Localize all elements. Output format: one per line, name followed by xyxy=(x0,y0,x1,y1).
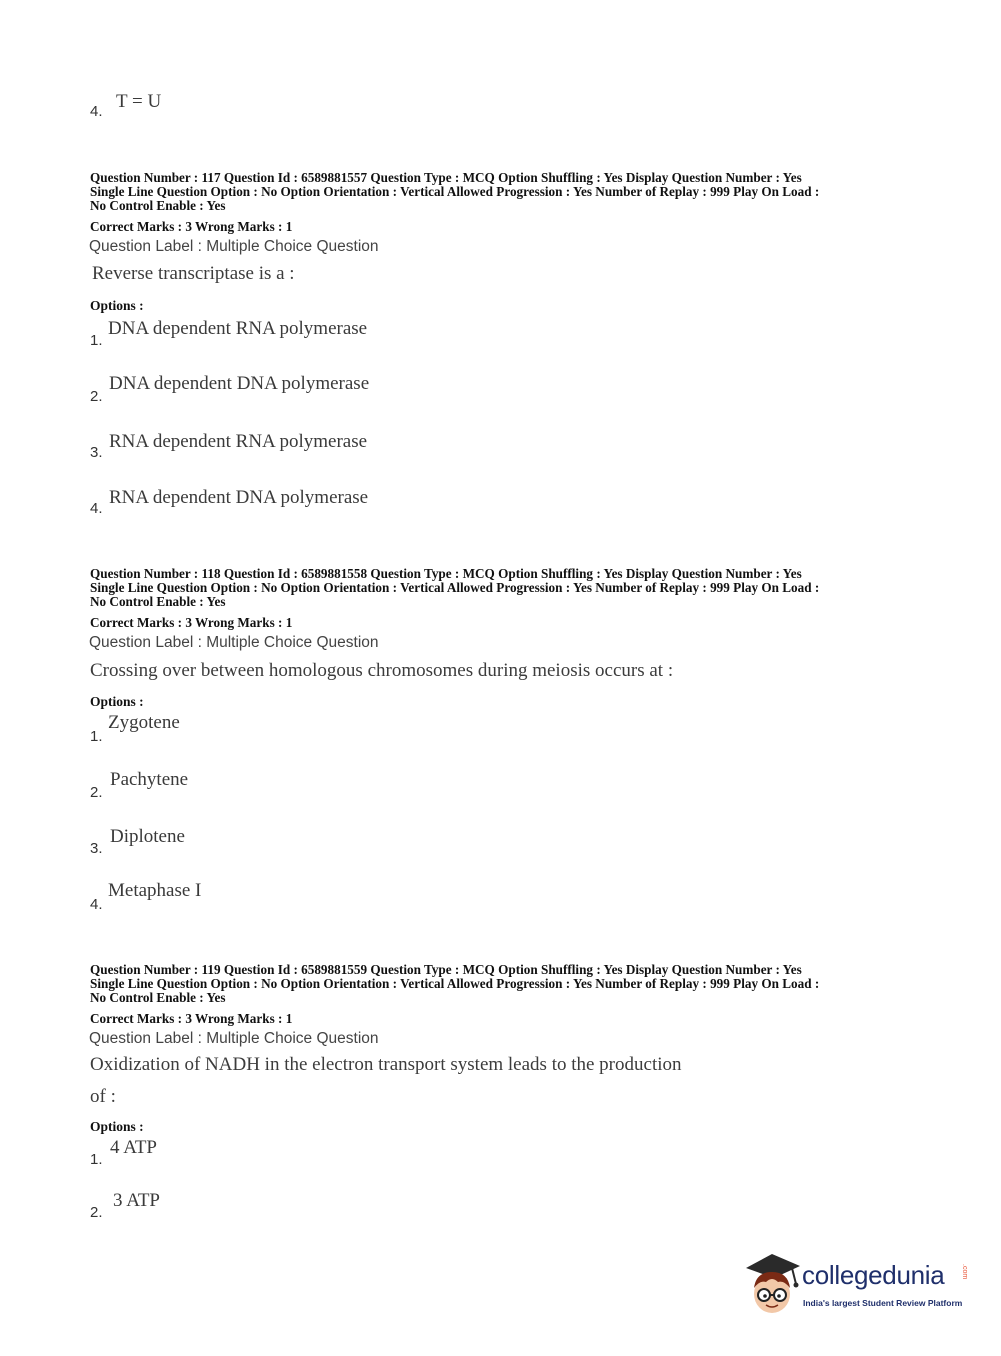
option-text: Pachytene xyxy=(110,769,189,790)
option-text: Metaphase I xyxy=(108,880,202,901)
question-meta-line: No Control Enable : Yes xyxy=(90,990,226,1005)
option-text: DNA dependent RNA polymerase xyxy=(108,318,368,339)
options-heading: Options : xyxy=(90,694,144,709)
question-meta-line: Single Line Question Option : No Option Orientation : Vertical Allowed Progression : Yes Number of Replay : 999 Play On Load : xyxy=(90,976,820,991)
option-number: 4. xyxy=(90,896,103,913)
options-heading: Options : xyxy=(90,298,144,313)
option-text: RNA dependent DNA polymerase xyxy=(109,487,369,508)
question-meta-line: Question Number : 117 Question Id : 6589881557 Question Type : MCQ Option Shuffling : Yes Display Question Number : Yes xyxy=(90,170,802,185)
question-label: Question Label : Multiple Choice Question xyxy=(89,1030,379,1047)
option-text: 3 ATP xyxy=(113,1190,160,1211)
option-number: 1. xyxy=(90,1151,103,1168)
option-number: 1. xyxy=(90,728,103,745)
question-text-line: Oxidization of NADH in the electron transport system leads to the production xyxy=(90,1054,682,1075)
question-text: Reverse transcriptase is a : xyxy=(92,263,295,284)
option-number: 3. xyxy=(90,444,103,461)
question-meta-line: No Control Enable : Yes xyxy=(90,594,226,609)
marks-info: Correct Marks : 3 Wrong Marks : 1 xyxy=(90,615,293,630)
option-text: 4 ATP xyxy=(110,1137,157,1158)
marks-info: Correct Marks : 3 Wrong Marks : 1 xyxy=(90,219,293,234)
logo-tagline: India's largest Student Review Platform xyxy=(803,1298,963,1308)
options-heading: Options : xyxy=(90,1119,144,1134)
graduate-mascot-icon xyxy=(742,1250,804,1320)
option-text: RNA dependent RNA polymerase xyxy=(109,431,368,452)
option-number: 4. xyxy=(90,500,103,517)
option-text: DNA dependent DNA polymerase xyxy=(109,373,370,394)
question-meta-line: No Control Enable : Yes xyxy=(90,198,226,213)
option-number: 2. xyxy=(90,1204,103,1221)
option-number: 1. xyxy=(90,332,103,349)
question-text: Crossing over between homologous chromosomes during meiosis occurs at : xyxy=(90,660,674,681)
question-meta-line: Question Number : 118 Question Id : 6589881558 Question Type : MCQ Option Shuffling : Yes Display Question Number : Yes xyxy=(90,566,802,581)
option-number: 2. xyxy=(90,784,103,801)
option-number: 3. xyxy=(90,840,103,857)
option-number: 2. xyxy=(90,388,103,405)
question-meta-line: Single Line Question Option : No Option Orientation : Vertical Allowed Progression : Yes Number of Replay : 999 Play On Load : xyxy=(90,580,820,595)
option-text: Diplotene xyxy=(110,826,185,847)
question-meta-line: Single Line Question Option : No Option Orientation : Vertical Allowed Progression : Yes Number of Replay : 999 Play On Load : xyxy=(90,184,820,199)
option-text: Zygotene xyxy=(108,712,180,733)
option-number: 4. xyxy=(90,103,103,120)
logo-domain-suffix: .com xyxy=(961,1264,968,1280)
question-label: Question Label : Multiple Choice Question xyxy=(89,238,379,255)
question-meta-line: Question Number : 119 Question Id : 6589881559 Question Type : MCQ Option Shuffling : Yes Display Question Number : Yes xyxy=(90,962,802,977)
question-label: Question Label : Multiple Choice Question xyxy=(89,634,379,651)
option-text: T = U xyxy=(116,91,162,112)
collegedunia-logo xyxy=(742,1250,972,1320)
marks-info: Correct Marks : 3 Wrong Marks : 1 xyxy=(90,1011,293,1026)
question-text-line: of : xyxy=(90,1086,116,1107)
logo-wordmark: collegedunia xyxy=(802,1260,945,1290)
